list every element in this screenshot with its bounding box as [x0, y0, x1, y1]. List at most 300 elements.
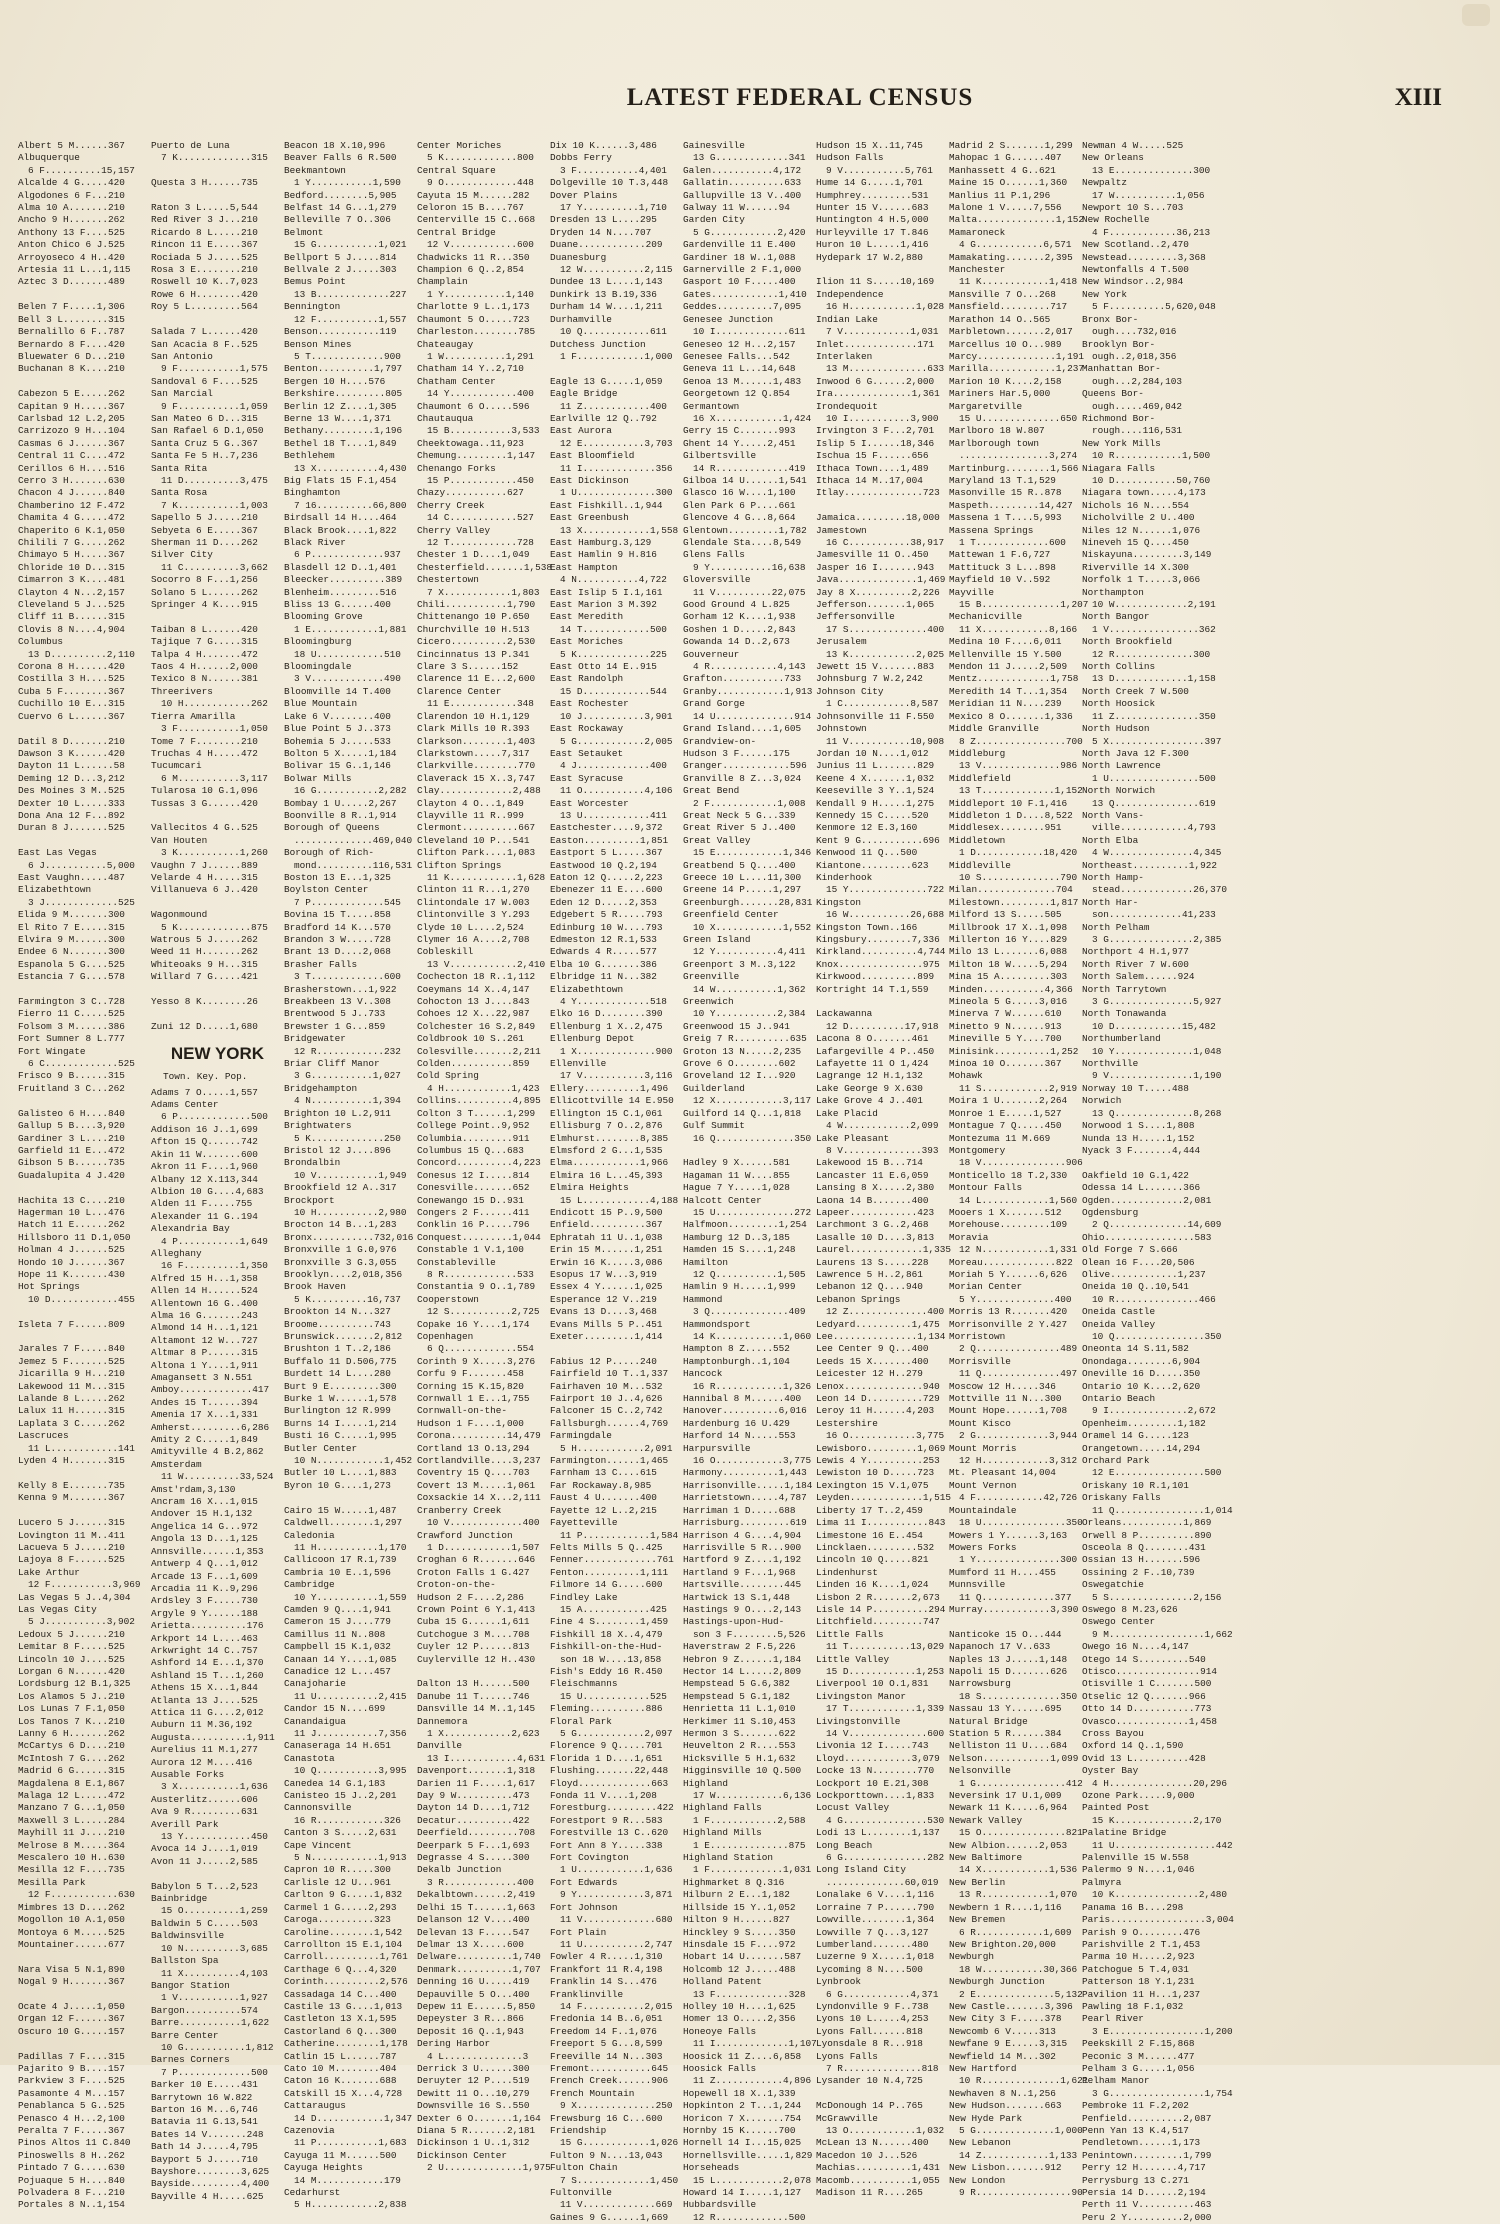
- census-entry: Chenango Forks: [417, 462, 496, 474]
- census-entry: 15 P............450: [427, 474, 534, 486]
- census-entry: 7 P.............545: [294, 896, 401, 908]
- census-entry: 1 D............1,507: [427, 1541, 540, 1553]
- census-entry: Eastwood 10 Q.2,194: [550, 859, 657, 871]
- census-entry: Las Vegas 5 J..4,304: [18, 1591, 131, 1603]
- census-entry: Jicarilla 9 H...210: [18, 1368, 125, 1380]
- census-entry: Oneville 16 D.....350: [1082, 1368, 1201, 1380]
- census-entry: Castleton 13 X.1,595: [284, 2013, 397, 2025]
- census-entry: Milford 13 S.....505: [949, 909, 1062, 921]
- census-entry: Gainesville: [683, 140, 745, 151]
- census-entry: Ohio................583: [1082, 1231, 1212, 1243]
- census-entry: Jewett 15 V.......883: [816, 661, 935, 673]
- census-entry: Holman 4 J......525: [18, 1244, 125, 1256]
- census-entry: 11 P...........1,683: [294, 2137, 407, 2149]
- census-entry: Greenfield Center: [683, 909, 779, 921]
- census-entry: Monticello 18 T.2,330: [949, 1169, 1068, 1181]
- census-entry: Kingsbury........7,336: [816, 934, 940, 945]
- column-1-new-mexico: [18, 140, 151, 2211]
- census-entry: Barnes Corners: [151, 2054, 230, 2066]
- census-entry: Newstead.........3,368: [1082, 251, 1206, 263]
- census-entry: Pinoswells 8 H..262: [18, 2149, 125, 2161]
- census-entry: Fierro 11 C.....525: [18, 1008, 125, 1020]
- census-entry: [816, 264, 949, 276]
- census-entry: Hammond: [683, 1293, 723, 1305]
- census-entry: Mexico 8 O.......1,336: [949, 710, 1073, 722]
- census-entry: Santa Fe 5 H..7,236: [151, 450, 258, 462]
- census-entry: Findley Lake: [550, 1591, 618, 1603]
- census-entry: Greenport 3 M..3,122: [683, 958, 796, 970]
- census-entry: North Salem......924: [1082, 971, 1195, 983]
- census-entry: Ashland 15 T...1,260: [151, 1669, 264, 1681]
- census-entry: Flushing.......22,448: [550, 1765, 669, 1777]
- census-entry: Mineola 5 G.....3,016: [949, 996, 1068, 1008]
- census-entry: Estancia 7 G....578: [18, 971, 125, 983]
- page-corner-stain: [1462, 4, 1490, 26]
- census-entry: Hopewell 18 X..1,339: [683, 2087, 796, 2099]
- census-entry: Chatham 14 Y..2,710: [417, 363, 524, 375]
- census-entry: Earlville 12 Q..792: [550, 412, 657, 424]
- census-entry: Glen Park 6 P....661: [683, 499, 796, 511]
- census-entry: Mohawk: [949, 1070, 983, 1082]
- census-entry: Belleville 7 O..306: [284, 214, 391, 226]
- census-entry: [18, 289, 151, 301]
- census-entry: Amityville 4 B.2,862: [151, 1446, 264, 1458]
- census-entry: Fine 4 S........1,459: [550, 1616, 669, 1628]
- census-entry: Elmsford 2 G...1,535: [550, 1144, 663, 1156]
- census-entry: 13 X...........4,430: [294, 462, 407, 474]
- census-entry: Massena Springs: [949, 524, 1034, 536]
- census-entry: Forestburg.........422: [550, 1802, 674, 1814]
- census-entry: 3 K...........1,260: [161, 847, 268, 859]
- census-entry: Pavilion 11 H...1,237: [1082, 1988, 1201, 2000]
- census-entry: Hastings 9 O....2,143: [683, 1603, 802, 1615]
- census-entry: Mendon 11 J.....2,509: [949, 661, 1068, 673]
- census-entry: Truchas 4 H.....472: [151, 747, 258, 759]
- census-entry: Edmeston 12 R.1,533: [550, 934, 657, 945]
- census-entry: Corfu 9 F.......458: [417, 1368, 524, 1380]
- census-entry: 1 F............2,588: [693, 1814, 806, 1826]
- census-entry: Durham 14 W....1,211: [550, 301, 663, 313]
- census-entry: Puerto de Luna: [151, 140, 230, 151]
- census-entry: Gorham 12 K....1,938: [683, 611, 796, 623]
- census-entry: Medina 10 F....6,011: [949, 636, 1062, 648]
- census-entry: Green Island: [683, 934, 751, 945]
- census-entry: Montague 7 Q.....450: [949, 1120, 1062, 1132]
- census-entry: [151, 190, 284, 202]
- census-entry: Greig 7 R..........635: [683, 1033, 807, 1045]
- census-entry: Perrysburg 13 C.271: [1082, 2174, 1189, 2186]
- census-entry: Chester 1 D....1,049: [417, 549, 530, 561]
- census-entry: Raton 3 L.....5,544: [151, 202, 258, 214]
- census-entry: Broome..........743: [284, 1318, 391, 1330]
- census-entry: Farmington 3 C..728: [18, 996, 125, 1008]
- census-entry: North Elba: [1082, 834, 1139, 846]
- census-entry: Albany 12 X.113,344: [151, 1173, 258, 1185]
- census-entry: Arkport 14 L....463: [151, 1632, 258, 1644]
- census-entry: Long Beach: [816, 1839, 873, 1851]
- census-entry: Fairhaven 10 M...532: [550, 1380, 663, 1392]
- census-entry: Lancaster 11 E.6,059: [816, 1169, 929, 1181]
- census-entry: Hamptonburgh..1,104: [683, 1355, 790, 1367]
- census-entry: North Collins: [1082, 661, 1156, 673]
- census-entry: Alleghany: [151, 1247, 202, 1259]
- census-entry: Belfast 14 G...1,279: [284, 202, 397, 214]
- census-entry: 17 W............6,136: [693, 1790, 812, 1802]
- census-entry: San Acacia 8 F..525: [151, 338, 258, 350]
- census-entry: Middleton 1 D....8,522: [949, 809, 1073, 821]
- census-entry: Clintonville 3 Y.293: [417, 909, 530, 921]
- census-entry: Kennedy 15 C.....520: [816, 809, 929, 821]
- census-entry: 1 U..............300: [560, 487, 673, 499]
- census-entry: Sherman 11 D....262: [151, 537, 258, 548]
- census-entry: Constableville: [417, 1256, 496, 1268]
- census-entry: Belmont: [284, 226, 324, 238]
- census-entry: Northumberland: [1082, 1033, 1161, 1045]
- census-entry: Georgetown 12 Q.854: [683, 388, 790, 400]
- census-entry: Cayuga Heights: [284, 2162, 363, 2174]
- census-entry: Ellenburg Depot: [550, 1033, 635, 1045]
- census-entry: Bluewater 6 D...210: [18, 350, 125, 362]
- census-entry: Hagaman 11 W....855: [683, 1169, 790, 1181]
- census-entry: Blooming Grove: [284, 611, 363, 623]
- census-entry: 15 U..............272: [693, 1206, 812, 1218]
- census-entry: Padillas 7 F....315: [18, 2050, 125, 2062]
- census-entry: Depeyster 3 R...866: [417, 2013, 524, 2025]
- census-entry: Mamaroneck: [949, 226, 1006, 238]
- census-entry: Limestone 16 E..454: [816, 1529, 923, 1541]
- census-entry: Friendship: [550, 2125, 607, 2136]
- census-entry: Berne 13 W....1,371: [284, 412, 391, 424]
- census-entry: East Rockaway: [550, 723, 624, 735]
- census-entry: Gallatin..........633: [683, 177, 802, 189]
- census-entry: 6 Q.............554: [427, 1343, 534, 1355]
- census-entry: Baldwin 5 C.....503: [151, 1917, 258, 1929]
- census-entry: Lincoln 10 J....525: [18, 1653, 125, 1665]
- census-entry: Conewango 15 D..931: [417, 1194, 524, 1206]
- census-entry: 14 L............1,560: [959, 1194, 1078, 1206]
- census-entry: Lakewood 15 B...714: [816, 1157, 923, 1169]
- census-entry: Cedarhurst: [284, 2187, 341, 2199]
- census-entry: Hillsboro 11 D.1,050: [18, 1231, 131, 1243]
- census-entry: Great Valley: [683, 834, 751, 846]
- census-entry: Bethel 18 T....1,849: [284, 437, 397, 449]
- census-entry: 6 P.............500: [161, 1111, 268, 1123]
- census-entry: Jamesville 11 O..450: [816, 549, 929, 561]
- census-entry: 1 Y...........1,590: [294, 177, 401, 189]
- census-entry: 16 Q..............350: [693, 1132, 812, 1144]
- census-entry: Burke 1 W......1,578: [284, 1393, 397, 1405]
- census-entry: Cazenovia: [284, 2125, 335, 2136]
- census-entry: Homer 13 O.....2,356: [683, 2013, 796, 2025]
- census-entry: Lyden 4 H.......315: [18, 1455, 125, 1467]
- census-entry: Fulton 9 N....13,043: [550, 2149, 663, 2161]
- census-entry: Kiantone.........623: [816, 859, 929, 871]
- census-entry: ................3,274: [959, 450, 1078, 462]
- census-entry: Johnstown: [816, 723, 867, 735]
- census-entry: Camden 9 Q....1,941: [284, 1603, 391, 1615]
- census-entry: Ontario Beach: [1082, 1393, 1156, 1405]
- census-entry: Pojuaque 5 H....840: [18, 2174, 125, 2186]
- census-entry: Folsom 3 M......386: [18, 1020, 125, 1032]
- census-entry: Oneida Castle: [1082, 1306, 1156, 1318]
- census-entry: Garnerville 2 F.1,000: [683, 264, 802, 276]
- census-entry: Lake Placid: [816, 1107, 878, 1119]
- census-entry: Caledonia: [284, 1529, 335, 1541]
- census-entry: 18 U............510: [294, 648, 401, 660]
- census-entry: Avon 11 J.....2,585: [151, 1855, 258, 1867]
- census-entry: Kirkwood..........899: [816, 971, 935, 983]
- census-entry: 12 D..........17,918: [826, 1020, 939, 1032]
- census-entry: Canadice 12 L...457: [284, 1665, 391, 1677]
- census-entry: 10 N............1,452: [294, 1455, 413, 1467]
- census-entry: 17 S..............400: [826, 623, 945, 635]
- census-entry: Corona 8 H......420: [18, 661, 125, 673]
- census-entry: Pintado 7 G.....630: [18, 2162, 125, 2174]
- census-entry: 10 Y..............1,048: [1092, 1045, 1222, 1057]
- census-entry: Bates 14 V.......248: [151, 2128, 264, 2140]
- census-entry: Canedea 14 G.1,183: [284, 1777, 386, 1789]
- census-entry: 12 F...........3,969: [28, 1579, 141, 1591]
- census-entry: Hilton 9 H......827: [683, 1914, 790, 1926]
- census-entry: Mesilla Park: [18, 1876, 86, 1888]
- census-entry: Marlborough town: [949, 437, 1040, 449]
- census-entry: Chamberino 12 F.472: [18, 499, 125, 511]
- census-entry: Casmas 6 J......367: [18, 437, 125, 449]
- census-entry: [151, 314, 284, 326]
- census-entry: Lalux 11 H......315: [18, 1405, 125, 1417]
- census-entry: Howard 14 I.....1,127: [683, 2187, 802, 2199]
- census-entry: Harrisburg.........619: [683, 1517, 807, 1529]
- census-entry: Datil 8 D.......210: [18, 735, 125, 747]
- census-entry: 10 D............455: [28, 1293, 135, 1305]
- census-entry: Amherst.........6,286: [151, 1421, 270, 1433]
- census-entry: Clay.............2,488: [417, 785, 541, 797]
- census-entry: Oneida Valley: [1082, 1318, 1156, 1330]
- census-entry: Clayton 4 O...1,849: [417, 797, 524, 809]
- census-entry: Newark 11 K.....6,964: [949, 1802, 1068, 1814]
- census-entry: Bolton 5 X.....1,184: [284, 747, 397, 759]
- census-entry: Lonalake 6 V....1,116: [816, 1889, 935, 1901]
- census-entry: Parish 9 O........476: [1082, 1926, 1201, 1938]
- census-entry: Greatbend 5 Q....400: [683, 859, 796, 871]
- census-entry: Dutchess Junction: [550, 338, 646, 350]
- census-entry: Clintondale 17 W.003: [417, 896, 530, 908]
- census-entry: Cohocton 13 J....843: [417, 996, 530, 1008]
- census-entry: Dobbs Ferry: [550, 152, 612, 164]
- census-entry: Keene 4 X.......1,032: [816, 772, 935, 784]
- census-entry: 11 Z............400: [560, 400, 667, 412]
- census-entry: Cherry Valley: [417, 524, 491, 536]
- census-entry: Eastchester....9,372: [550, 822, 663, 834]
- census-entry: East Islip 5 I.1,161: [550, 586, 663, 598]
- census-entry: Endicott 15 P..9,500: [550, 1206, 663, 1218]
- census-entry: 8 R.............533: [427, 1268, 534, 1280]
- census-entry: 10 Q................350: [1092, 1331, 1222, 1342]
- census-entry: 5 F..........5,620,048: [1092, 301, 1216, 313]
- census-entry: 11 Z...............350: [1092, 710, 1216, 722]
- census-entry: Freeville 14 N...303: [550, 2050, 663, 2062]
- census-entry: Glens Falls: [683, 549, 745, 561]
- census-entry: 4 P...........1,649: [161, 1235, 268, 1247]
- census-entry: Clyde 10 L....2,524: [417, 921, 524, 933]
- census-entry: Beacon 18 X.10,996: [284, 140, 386, 151]
- census-entry: Hachita 13 C....210: [18, 1194, 125, 1206]
- census-entry: East Randolph: [550, 673, 624, 685]
- census-entry: Hartford 9 Z....1,192: [683, 1554, 802, 1566]
- census-entry: Dix 10 K......3,486: [550, 140, 657, 151]
- census-entry: Chamita 4 G.....472: [18, 512, 125, 524]
- census-entry: Chloride 10 D...315: [18, 561, 125, 573]
- census-entry: 11 T...........13,029: [826, 1641, 945, 1653]
- census-entry: ough..2,018,356: [1092, 350, 1177, 362]
- census-entry: Ardsley 3 F.....730: [151, 1595, 258, 1607]
- census-entry: Alexander 11 G..194: [151, 1210, 258, 1222]
- census-entry: 13 Y............450: [161, 1831, 268, 1843]
- census-entry: 3 T.............600: [294, 971, 401, 983]
- census-entry: East Vaughn.....487: [18, 871, 125, 883]
- census-entry: 3 G...............5,927: [1092, 996, 1222, 1008]
- census-entry: Newark Valley: [949, 1814, 1023, 1826]
- census-entry: Cleveland 5 J...525: [18, 599, 125, 611]
- census-entry: Clifton Springs: [417, 859, 502, 871]
- census-entry: Concord..........4,223: [417, 1157, 541, 1169]
- census-entry: Salada 7 L......420: [151, 326, 258, 338]
- census-entry: 11 Q.............377: [959, 1591, 1072, 1603]
- census-entry: Marcellus 10 O...989: [949, 338, 1062, 350]
- census-entry: 11 E............348: [427, 698, 534, 710]
- census-entry: 4 H............1,423: [427, 1082, 540, 1094]
- census-entry: 11 I.............1,107: [693, 2038, 817, 2050]
- census-entry: Elko 16 D........390: [550, 1008, 663, 1020]
- census-entry: Bell 3 L........315: [18, 313, 125, 325]
- census-entry: 11 S............2,919: [959, 1082, 1078, 1094]
- census-entry: 15 K..............2,170: [1092, 1814, 1222, 1826]
- census-entry: Dayton 11 L......58: [18, 760, 125, 772]
- census-entry: Eden 12 D.....2,353: [550, 896, 657, 908]
- census-entry: Nicholville 2 U..400: [1082, 512, 1195, 524]
- census-entry: Central Square: [417, 164, 496, 176]
- census-entry: Addison 16 J..1,699: [151, 1123, 258, 1135]
- census-entry: 18 S..............350: [959, 1690, 1078, 1702]
- census-entry: Newburgh Junction: [949, 1976, 1045, 1988]
- census-entry: Pasamonte 4 M...157: [18, 2087, 125, 2099]
- census-entry: Columbia.........911: [417, 1132, 530, 1144]
- census-entry: Ellisburg 7 O..2,876: [550, 1120, 663, 1132]
- census-entry: College Point..9,952: [417, 1120, 530, 1132]
- census-entry: Leeds 15 X.......400: [816, 1355, 929, 1367]
- census-entry: Ontario 10 K....2,620: [1082, 1380, 1201, 1392]
- census-entry: Chazy...........627: [417, 487, 524, 499]
- census-entry: Tajique 7 G.....315: [151, 636, 258, 648]
- census-entry: Montgomery: [949, 1144, 1006, 1156]
- census-entry: Groton 13 N.....2,235: [683, 1045, 802, 1057]
- census-entry: 12 X............3,117: [693, 1095, 812, 1107]
- census-entry: Galen...........4,172: [683, 164, 802, 176]
- census-entry: Mooers 1 X.......512: [949, 1206, 1062, 1218]
- census-entry: Gallupville 13 V..400: [683, 189, 802, 201]
- census-entry: Brondalbin: [284, 1157, 341, 1169]
- census-entry: Depauville 5 O...400: [417, 1988, 530, 2000]
- census-entry: Carlton 9 G.....1,832: [284, 1889, 403, 1901]
- census-entry: Granby............1,913: [683, 685, 813, 697]
- census-entry: North Har-: [1082, 896, 1139, 908]
- census-entry: 1 E............1,881: [294, 623, 407, 635]
- census-entry: Chimayo 5 H.....367: [18, 549, 125, 561]
- census-entry: Cambria 10 E..1,596: [284, 1566, 391, 1578]
- census-entry: 5 K.............250: [294, 1132, 401, 1144]
- census-entry: Persia 14 D......2,194: [1082, 2187, 1206, 2199]
- census-entry: 17 T............1,339: [826, 1703, 945, 1715]
- census-entry: 8 V..............393: [826, 1144, 939, 1156]
- census-entry: East Rochester: [550, 698, 629, 710]
- census-entry: Marbletown.......2,017: [949, 326, 1073, 338]
- census-entry: Lovington 11 M..411: [18, 1529, 125, 1541]
- census-entry: Meridian 11 N....239: [949, 698, 1062, 710]
- census-entry: Bloomville 14 T.400: [284, 685, 391, 697]
- census-entry: [816, 996, 949, 1008]
- census-entry: Gibson 5 B......735: [18, 1157, 125, 1169]
- census-entry: Montour Falls: [949, 1182, 1023, 1194]
- census-entry: Tome 7 F........210: [151, 735, 258, 747]
- census-entry: 10 R...............466: [1092, 1293, 1216, 1305]
- census-entry: Millerton 16 Y....829: [949, 934, 1068, 945]
- census-entry: 13 M..............633: [826, 363, 945, 375]
- census-entry: Oriskany 10 R.1,101: [1082, 1479, 1189, 1491]
- census-entry: Tierra Amarilla: [151, 710, 236, 722]
- census-entry: Caroline........1,542: [284, 1926, 403, 1938]
- census-entry: 16 F..........1,350: [161, 1260, 268, 1272]
- census-entry: Ilion 11 S.....10,169: [816, 276, 935, 288]
- census-entry: Bridgewater: [284, 1033, 346, 1045]
- census-entry: Hopkinton 2 T...1,244: [683, 2100, 802, 2112]
- census-entry: Fishkill 18 X..4,479: [550, 1628, 663, 1640]
- census-entry: Cortland 13 O.13,294: [417, 1442, 530, 1454]
- census-entry: Moravia: [949, 1231, 989, 1243]
- census-entry: Pelham Manor: [1082, 2075, 1150, 2087]
- census-entry: Canastota: [284, 1752, 335, 1764]
- census-entry: Pawling 18 F.1,032: [1082, 2000, 1184, 2012]
- new-york-list-start: [151, 1087, 284, 2204]
- census-entry: Avoca 14 J....1,019: [151, 1843, 258, 1855]
- census-entry: East Hamburg.3,129: [550, 537, 652, 548]
- census-entry: son.............41,233: [1092, 909, 1216, 921]
- census-entry: Zuni 12 D.....1,680: [151, 1020, 258, 1032]
- census-entry: Clark Mills 10 R.393: [417, 723, 530, 735]
- census-entry: Hammondsport: [683, 1318, 751, 1330]
- census-entry: [550, 363, 683, 375]
- census-entry: 5 T.............900: [294, 350, 401, 362]
- census-entry: Hadley 9 X......581: [683, 1157, 790, 1169]
- census-entry: East Syracuse: [550, 772, 624, 784]
- census-entry: New City 3 F.....378: [949, 2013, 1062, 2025]
- census-entry: son 3 F........5,526: [693, 1628, 806, 1640]
- census-entry: Elvira 9 M......300: [18, 934, 125, 945]
- census-entry: Gasport 10 F.....400: [683, 276, 796, 288]
- census-entry: Northville: [1082, 1058, 1139, 1070]
- census-entry: 3 J.............525: [28, 896, 135, 908]
- census-entry: Big Flats 15 F.1,454: [284, 474, 397, 486]
- census-entry: Clermont..........667: [417, 822, 536, 834]
- census-entry: Exeter.........1,414: [550, 1331, 663, 1342]
- census-entry: Lowville........1,364: [816, 1914, 935, 1926]
- census-entry: Ithaca 14 M..17,004: [816, 474, 923, 486]
- census-entry: ough...2,284,103: [1092, 375, 1183, 387]
- census-entry: Cimarron 3 K....481: [18, 574, 125, 586]
- census-entry: Brushton 1 T..2,186: [284, 1343, 391, 1355]
- census-entry: 7 V............1,031: [826, 326, 939, 338]
- census-entry: Cattaraugus: [284, 2100, 346, 2112]
- census-entry: Mayfield 10 V..592: [949, 574, 1051, 586]
